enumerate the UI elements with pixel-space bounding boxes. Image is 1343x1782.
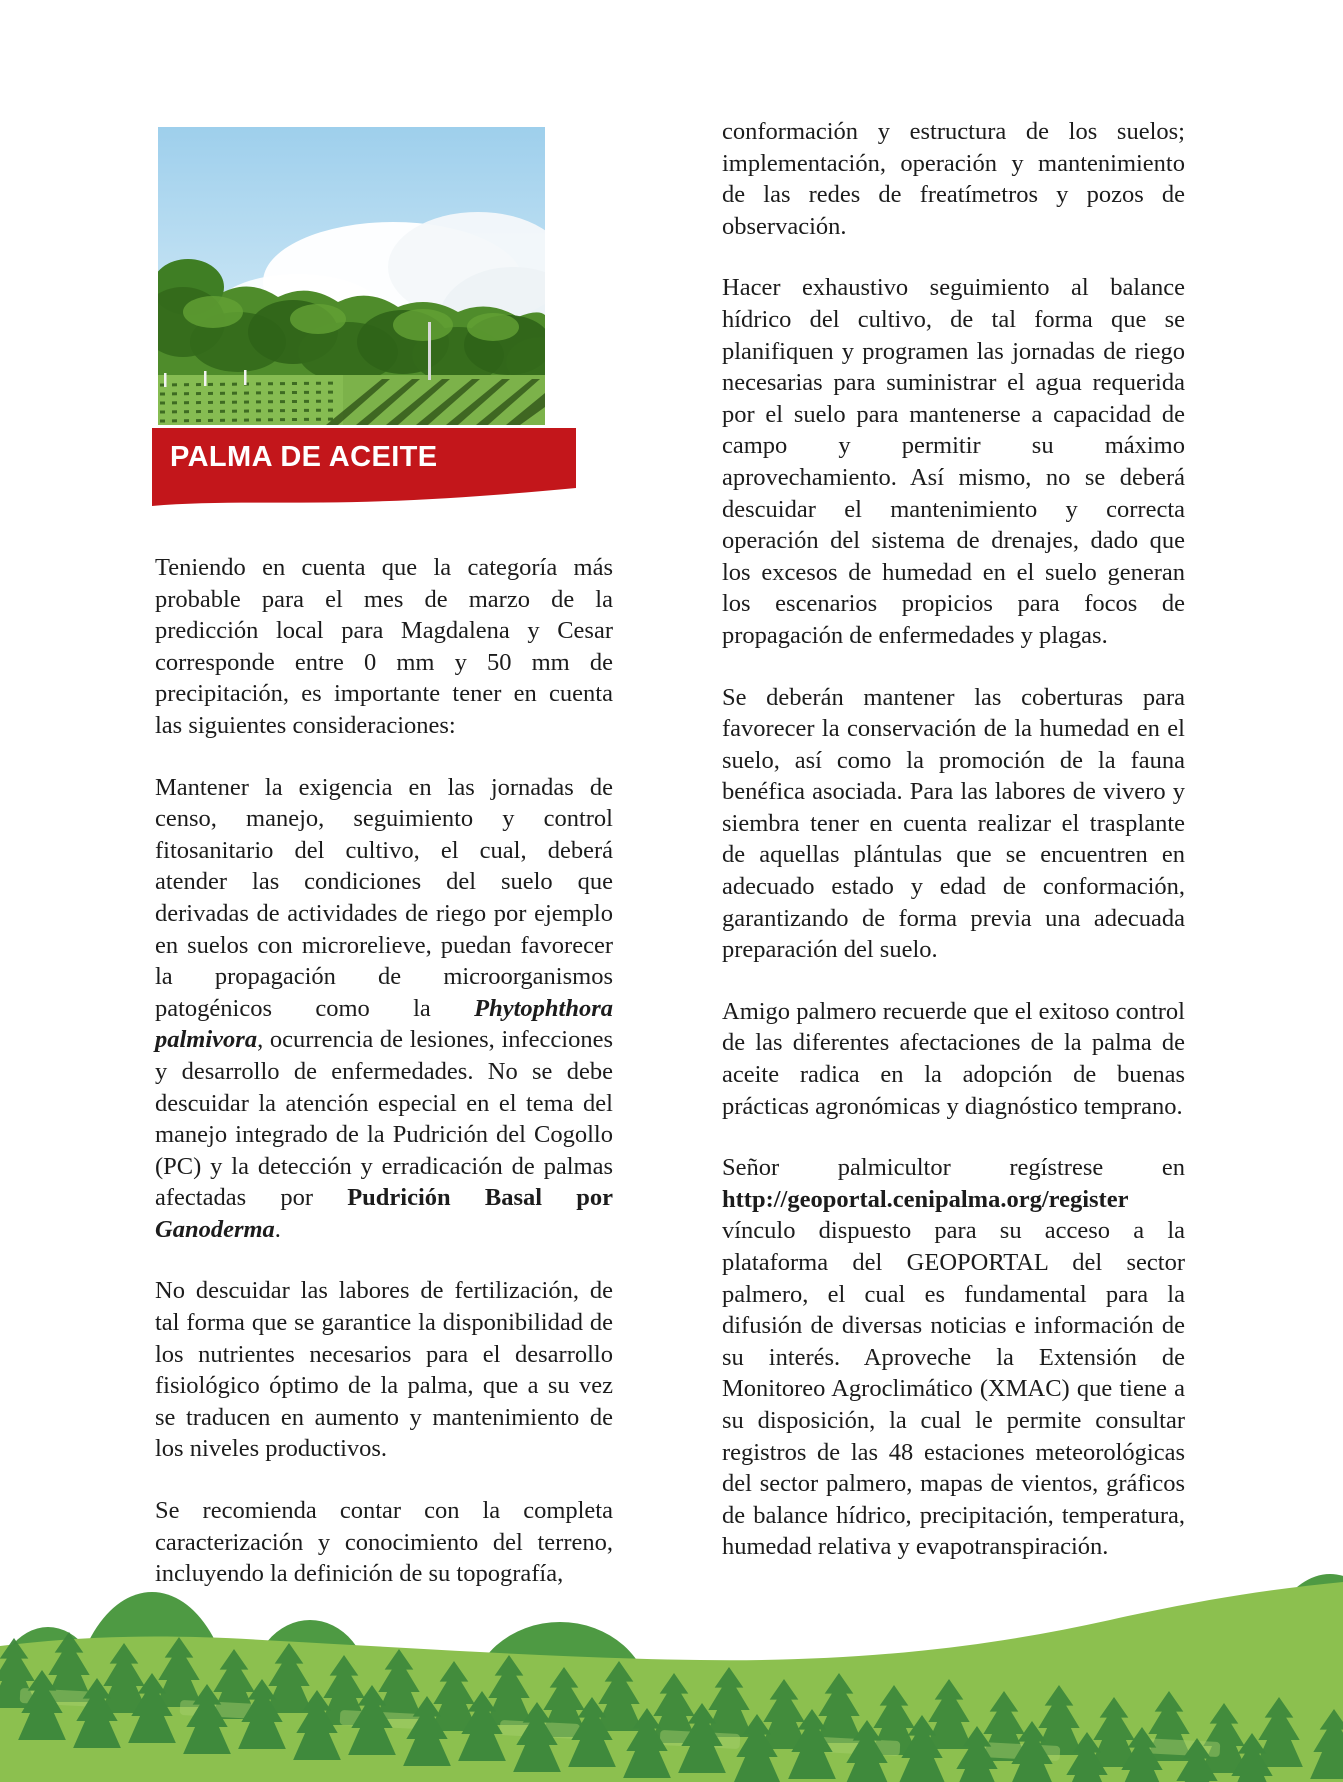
paragraph (155, 552, 613, 742)
text-run: Se deberán mantener las coberturas para favorecer la conservación de la humedad en el suelo, así como la promoción de la fauna benéfica asociada. Para las labores de vivero y siembra tener en cuenta realizar el trasplante de aquellas plántulas que se encuentren en adecuado estado y edad de conformación, garantizando de forma previa una adecuada preparación del suelo. (722, 683, 1185, 964)
paragraph (722, 116, 1185, 242)
left-column (155, 552, 613, 1590)
paragraph (155, 772, 613, 1246)
text-run: Se recomienda contar con la completa caracterización y conocimiento del terreno, incluyendo la definición de su topografía, (155, 1497, 613, 1588)
banner-title: PALMA DE ACEITE (170, 441, 438, 473)
section-banner (152, 428, 576, 508)
text-run: Amigo palmero recuerde que el exitoso control de las diferentes afectaciones de la palma de aceite radica en la adopción de buenas prácticas agronómicas y diagnóstico temprano. (722, 997, 1185, 1120)
paragraph (722, 682, 1185, 966)
text-run: conformación y estructura de los suelos; implementación, operación y mantenimiento de las redes de freatímetros y pozos de observación. (722, 118, 1185, 240)
text-run: Hacer exhaustivo seguimiento al balance hídrico del cultivo, de tal forma que se planifiquen y programen las jornadas de riego necesarias para suministrar el agua requerida por el suelo para mantenerse a capacidad de campo y permitir su máximo aprovechamiento. Así mismo, no se deberá descuidar el mantenimiento y correcta operación del sistema de drenajes, dado que los excesos de humedad en el suelo generan los escenarios propicios para focos de propagación de enfermedades y plagas. (722, 274, 1185, 649)
right-column (722, 116, 1185, 1563)
paragraph (155, 1275, 613, 1465)
text-run: Mantener la exigencia en las jornadas de censo, manejo, seguimiento y control fitosanitario del cultivo, el cual, deberá atender las condiciones del suelo que derivadas de actividades de riego por ejemplo en suelos con microrelieve, puedan favorecer la propagación de microorganismos patogénicos como la (155, 773, 613, 1022)
text-run: No descuidar las labores de fertilización, de tal forma que se garantice la disponibilidad de los nutrientes necesarios para el desarrollo fisiológico óptimo de la palma, que a su vez se traducen en aumento y mantenimiento de los niveles productivos. (155, 1277, 613, 1463)
text-run: Ganoderma (155, 1215, 275, 1243)
text-run: Phytophthora palmivora (155, 994, 613, 1054)
paragraph (722, 1152, 1185, 1563)
text-run: Señor palmicultor regístrese en (722, 1154, 1185, 1182)
plantation-photo (158, 127, 545, 425)
text-run: . (274, 1215, 281, 1243)
text-run: , ocurrencia de lesiones, infecciones y desarrollo de enfermedades. No se debe descuidar la atención especial en el tema del manejo integrado de la Pudrición del Cogollo (PC) y la detección y erradicación de palmas afectadas por (155, 1026, 613, 1212)
geoportal-url[interactable]: http://geoportal.cenipalma.org/register (722, 1185, 1129, 1213)
paragraph (722, 996, 1185, 1122)
text-run: Teniendo en cuenta que la categoría más probable para el mes de marzo de la predicción local para Magdalena y Cesar corresponde entre 0 mm y 50 mm de precipitación, es importante tener en cuenta las siguientes consideraciones: (155, 554, 613, 739)
footer-illustration (0, 1542, 1343, 1782)
paragraph (722, 272, 1185, 651)
text-run: Pudrición Basal por (347, 1184, 614, 1212)
text-run: vínculo dispuesto para su acceso a la plataforma del GEOPORTAL del sector palmero, el cual es fundamental para la difusión de diversas noticias e información de su interés. Aproveche la Extensión de Monitoreo Agroclimático (XMAC) que tiene a su disposición, la cual le permite consultar registros de las 48 estaciones meteorológicas del sector palmero, mapas de vientos, gráficos de balance hídrico, precipitación, temperatura, humedad relativa y evapotranspiración. (722, 1217, 1185, 1561)
